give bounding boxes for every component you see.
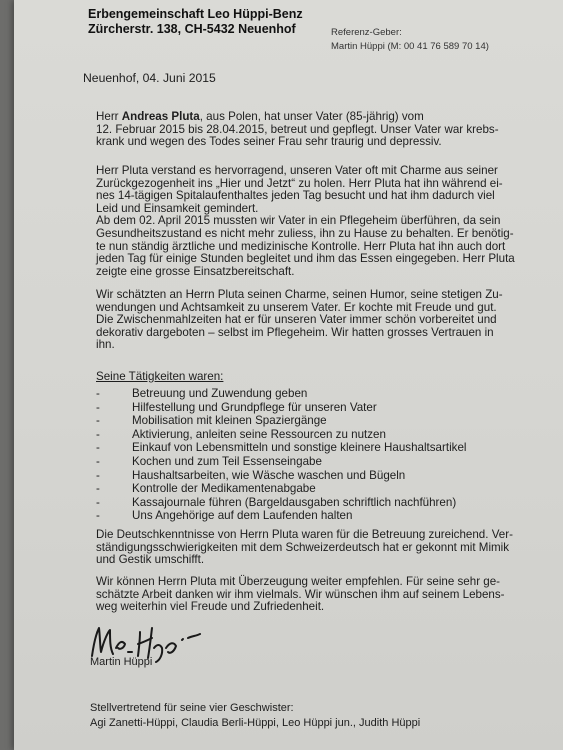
task-text: Mobilisation mit kleinen Spaziergänge (132, 414, 327, 428)
bullet-dash: - (96, 387, 100, 400)
list-item (96, 402, 466, 416)
list-item (96, 429, 466, 443)
language-line: und Gestik umschifft. (96, 553, 205, 567)
task-text: Kochen und zum Teil Essenseingabe (132, 454, 322, 468)
care-paragraph (96, 165, 536, 278)
language-line: ständigungsschwierigkeiten mit dem Schweizerdeutsch hat er gekonnt mit Mimik (96, 540, 510, 554)
list-item (96, 470, 466, 484)
task-text: Betreuung und Zuwendung geben (132, 387, 308, 400)
intro-line-1 (96, 111, 536, 124)
care-line: Ab dem 02. April 2015 mussten wir Vater in ein Pflegeheim überführen, da sein (96, 214, 501, 228)
intro-line-3: krank und wegen des Todes seiner Frau sehr traurig und depressiv. (96, 135, 442, 149)
intro-prefix: Herr (96, 110, 122, 123)
task-text: Uns Angehörige auf dem Laufenden halten (132, 509, 353, 523)
task-text: Einkauf von Lebensmitteln und sonstige kleinere Haushaltsartikel (132, 441, 467, 455)
referee-label: Referenz-Geber: (331, 27, 402, 38)
letterhead-name: Erbengemeinschaft Leo Hüppi-Benz (88, 7, 303, 21)
qualities-line: Die Zwischenmahlzeiten hat er für unseren Vater immer schön vorbereitet und (96, 313, 497, 327)
list-item (96, 442, 466, 456)
qualities-line: dekorativ dargeboten – selbst im Pflegeheim. Wir hatten grosses Vertrauen in (96, 325, 494, 339)
closing-note: Stellvertretend für seine vier Geschwister: (90, 702, 294, 714)
signer-name: Martin Hüppi (90, 656, 153, 668)
list-item (96, 483, 466, 497)
bullet-dash: - (96, 441, 100, 455)
care-line: te nun ständig ärztliche und medizinische Kontrolle. Herr Pluta hat ihn auch dort (96, 239, 506, 253)
list-item (96, 510, 466, 524)
task-text: Kassajournale führen (Bargeldausgaben schriftlich nachführen) (132, 495, 457, 509)
qualities-line: wendungen und Achtsamkeit zu unserem Vater. Er kochte mit Freude und gut. (96, 300, 497, 314)
recommendation-line: schätzte Arbeit danken wir ihm vielmals. Wir wünschen ihm auf seinem Lebens- (96, 587, 505, 601)
care-line: jeden Tag für einige Stunden begleitet und ihm das Essen eingegeben. Herr Pluta (96, 252, 515, 266)
care-line: Herr Pluta verstand es hervorragend, unseren Vater oft mit Charme aus seiner (96, 164, 498, 177)
date-line: Neuenhof, 04. Juni 2015 (83, 71, 216, 85)
bullet-dash: - (96, 468, 100, 482)
bullet-dash: - (96, 427, 100, 441)
care-line: Gesundheitszustand es nicht mehr zuliess, ihn zu Hause zu behalten. Er benötig- (96, 226, 514, 240)
bullet-dash: - (96, 454, 100, 468)
tasks-heading: Seine Tätigkeiten waren: (96, 370, 224, 383)
recommendation-line: weg weiterhin viel Freude und Zufriedenheit. (96, 600, 325, 614)
list-item (96, 388, 466, 402)
intro-line-2: 12. Februar 2015 bis 28.04.2015, betreut und gepflegt. Unser Vater war krebs- (96, 122, 499, 136)
recommendation-line: Wir können Herrn Pluta mit Überzeugung weiter empfehlen. Für seine sehr ge- (96, 575, 501, 588)
care-line: Leid und Einsamkeit gemindert. (96, 201, 259, 215)
care-line: Zurückgezogenheit ins „Hier und Jetzt“ zu holen. Herr Pluta hat ihn während ei- (96, 176, 503, 190)
list-item (96, 497, 466, 511)
referee-contact: Martin Hüppi (M: 00 41 76 589 70 14) (331, 41, 489, 52)
language-line: Die Deutschkenntnisse von Herrn Pluta waren für die Betreuung zureichend. Ver- (96, 528, 513, 541)
care-line: zeigte eine grosse Einsatzbereitschaft. (96, 264, 295, 278)
intro-paragraph (96, 111, 536, 149)
letter-page (14, 0, 563, 750)
qualities-line: ihn. (96, 338, 115, 352)
list-item (96, 456, 466, 470)
task-text: Hilfestellung und Grundpflege für unseren Vater (132, 400, 377, 414)
language-paragraph (96, 529, 536, 567)
task-text: Kontrolle der Medikamentenabgabe (132, 482, 316, 496)
bullet-dash: - (96, 482, 100, 496)
siblings-list: Agi Zanetti-Hüppi, Claudia Berli-Hüppi, Leo Hüppi jun., Judith Hüppi (90, 717, 421, 729)
bullet-dash: - (96, 414, 100, 428)
intro-line-1-text: , aus Polen, hat unser Vater (85-jährig) vom (199, 110, 424, 123)
qualities-line: Wir schätzten an Herrn Pluta seinen Charme, seinen Humor, seine stetigen Zu- (96, 288, 503, 301)
bullet-dash: - (96, 400, 100, 414)
recommendation-paragraph (96, 576, 536, 614)
bullet-dash: - (96, 495, 100, 509)
task-text: Haushaltsarbeiten, wie Wäsche waschen und Bügeln (132, 468, 406, 482)
bullet-dash: - (96, 509, 100, 523)
task-text: Aktivierung, anleiten seine Ressourcen zu nutzen (132, 427, 386, 441)
qualities-paragraph (96, 289, 536, 352)
list-item (96, 415, 466, 429)
tasks-list (96, 388, 466, 524)
caregiver-name: Andreas Pluta (121, 110, 200, 123)
letterhead-address: Zürcherstr. 138, CH-5432 Neuenhof (88, 22, 296, 36)
care-line: nes 14-tägigen Spitalaufenthaltes jeden Tag besucht und hat ihm dadurch viel (96, 189, 495, 203)
